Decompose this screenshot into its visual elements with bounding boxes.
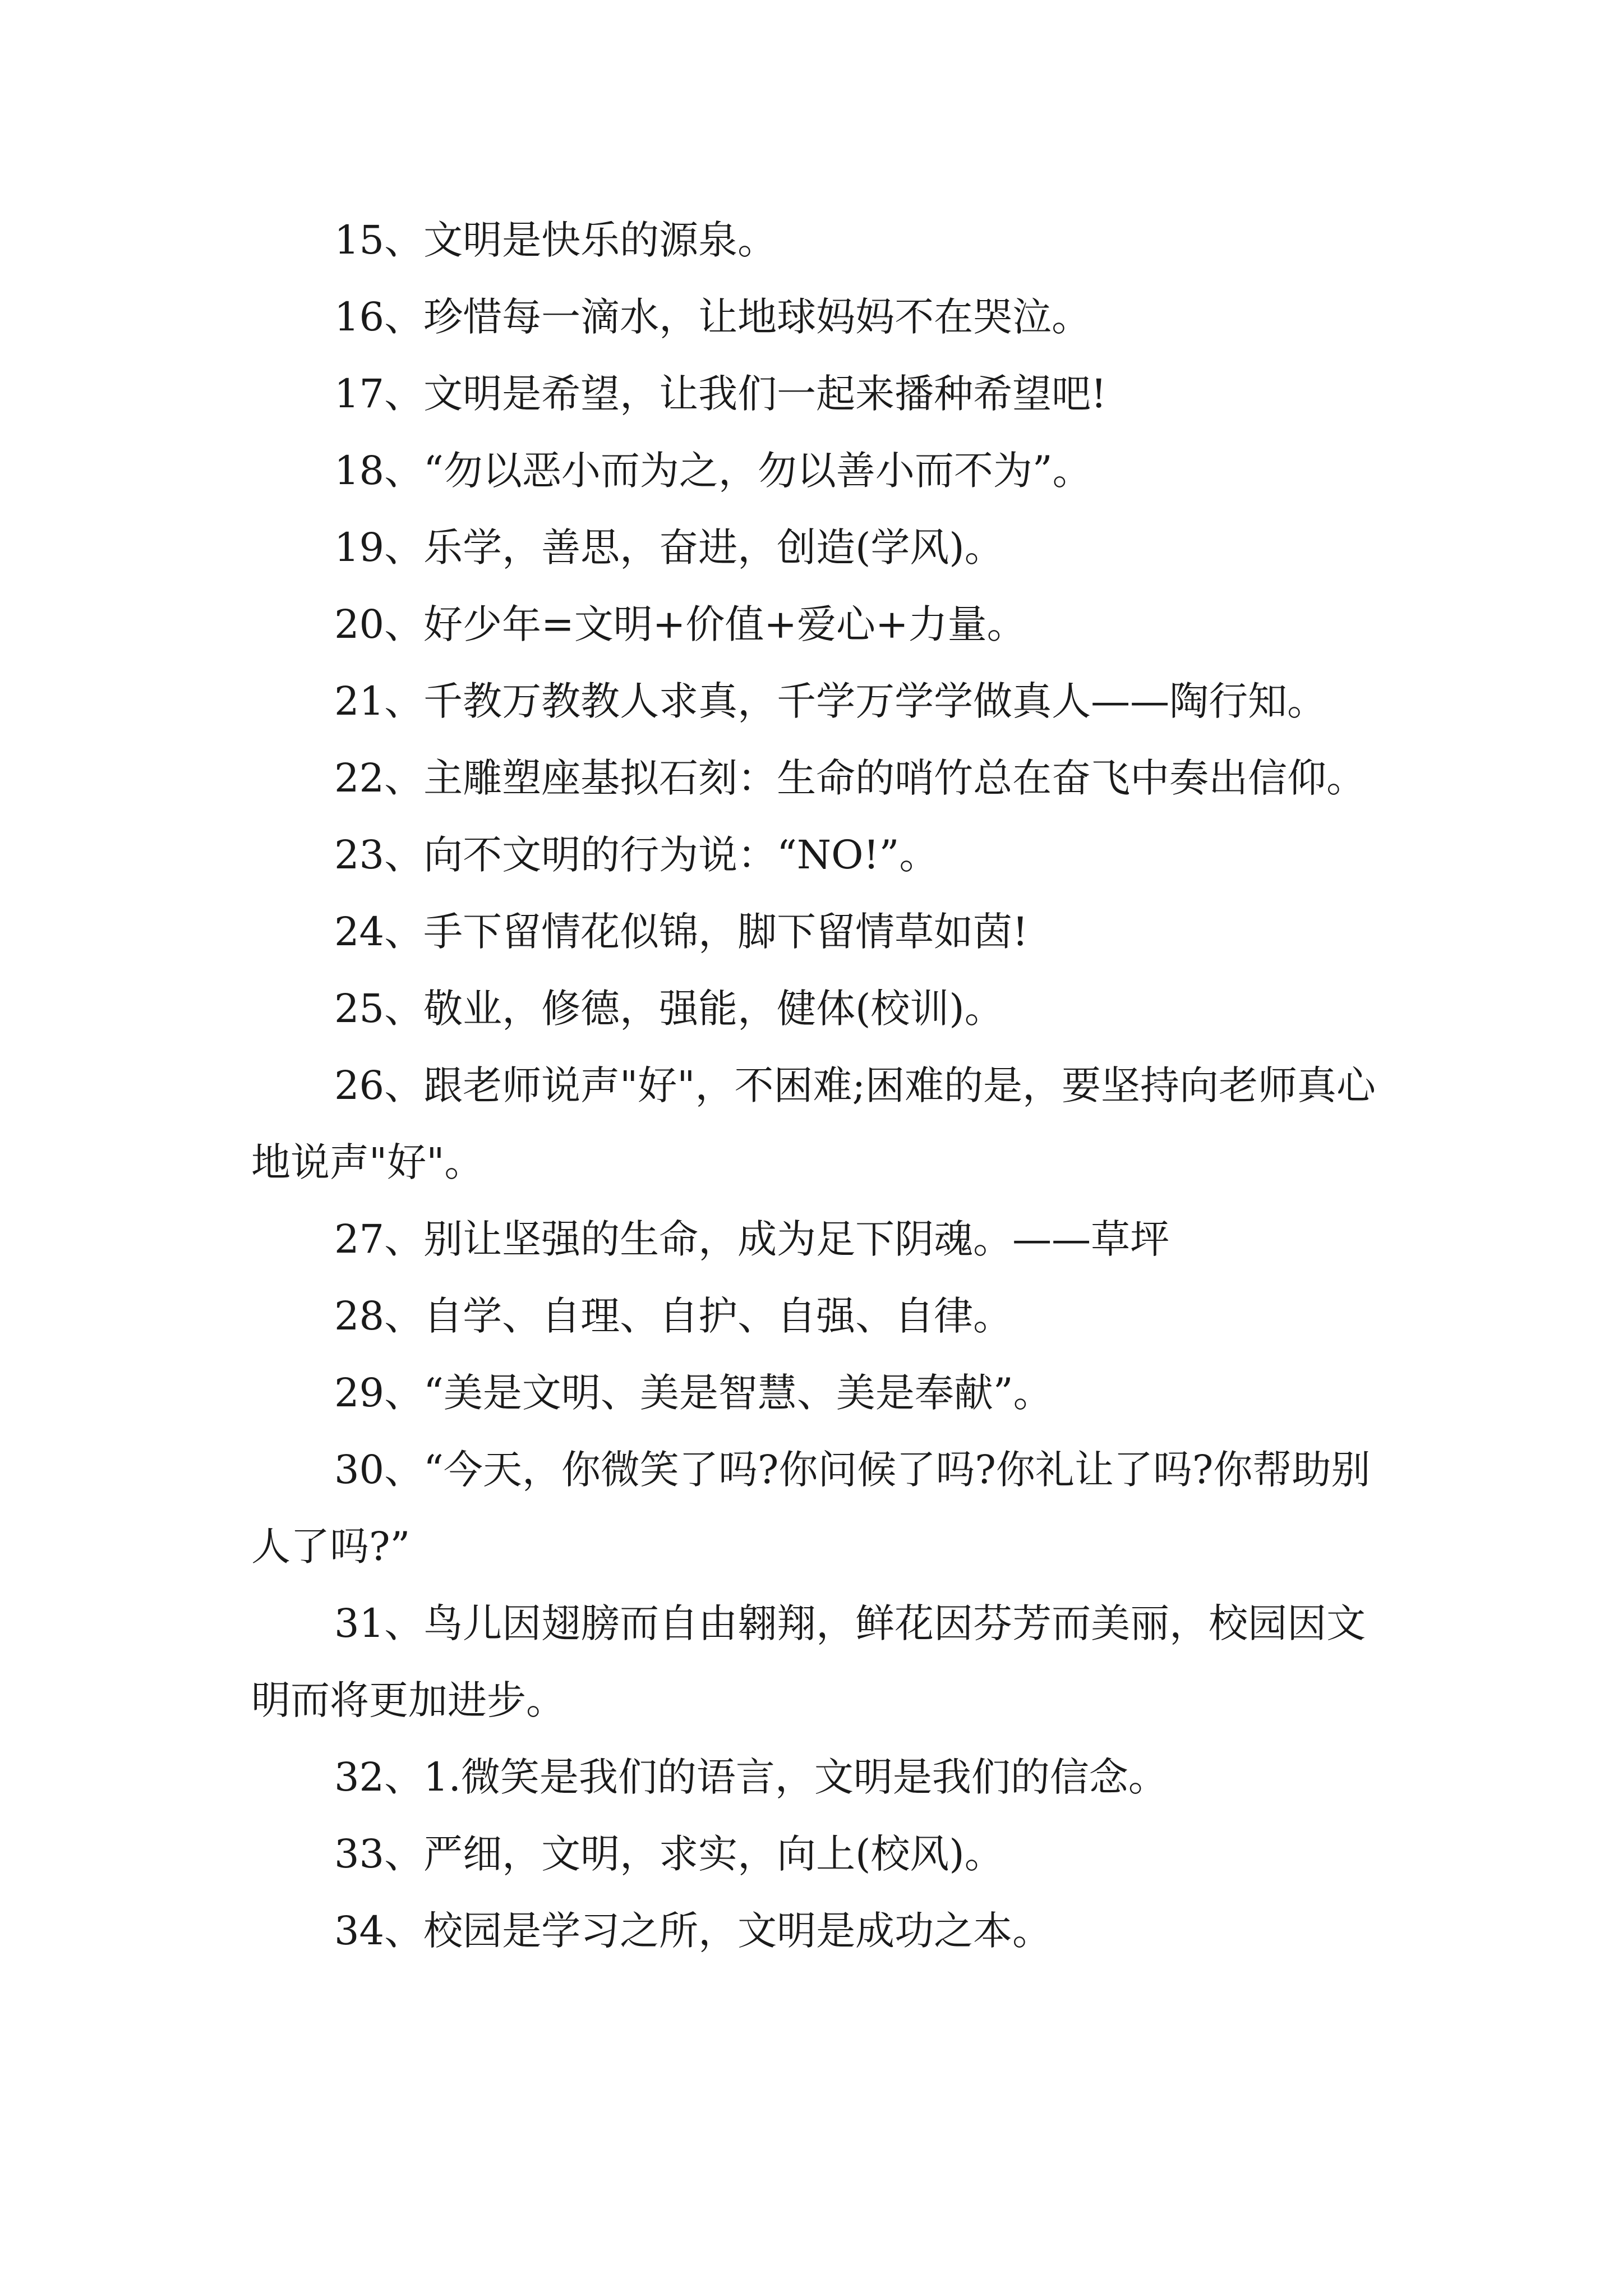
list-item: 31、鸟儿因翅膀而自由翱翔，鲜花因芬芳而美丽，校园因文明而将更加进步。: [251, 1600, 1366, 1723]
list-item: 17、文明是希望，让我们一起来播种希望吧!: [334, 371, 1107, 417]
list-item: 27、别让坚强的生命，成为足下阴魂。——草坪: [334, 1216, 1170, 1262]
list-item: 33、严细，文明，求实，向上(校风)。: [334, 1831, 1004, 1877]
list-item: 28、自学、自理、自护、自强、自律。: [334, 1293, 1013, 1339]
list-item: 30、“今天，你微笑了吗?你问候了吗?你礼让了吗?你帮助别人了吗?”: [251, 1447, 1371, 1570]
list-item: 32、1.微笑是我们的语言，文明是我们的信念。: [334, 1754, 1168, 1800]
list-item: 19、乐学，善思，奋进，创造(学风)。: [334, 524, 1004, 570]
list-item: 29、“美是文明、美是智慧、美是奉献”。: [334, 1370, 1053, 1416]
list-item: 21、千教万教教人求真，千学万学学做真人——陶行知。: [334, 678, 1327, 724]
list-item: 15、文明是快乐的源泉。: [334, 217, 777, 263]
list-item: 24、手下留情花似锦，脚下留情草如茵!: [334, 909, 1029, 955]
list-item: 26、跟老师说声"好"，不困难;困难的是，要坚持向老师真心地说声"好"。: [251, 1062, 1376, 1185]
list-item: 22、主雕塑座基拟石刻：生命的哨竹总在奋飞中奏出信仰。: [334, 755, 1366, 801]
slogan-list: [251, 202, 1390, 1970]
list-item: 16、珍惜每一滴水，让地球妈妈不在哭泣。: [334, 294, 1091, 340]
list-item: 23、向不文明的行为说：“NO!”。: [334, 832, 939, 878]
list-item: 34、校园是学习之所，文明是成功之本。: [334, 1908, 1052, 1954]
list-item: 20、好少年=文明+价值+爱心+力量。: [334, 601, 1026, 647]
list-item: 18、“勿以恶小而为之，勿以善小而不为”。: [334, 448, 1092, 494]
list-item: 25、敬业，修德，强能，健体(校训)。: [334, 986, 1004, 1032]
